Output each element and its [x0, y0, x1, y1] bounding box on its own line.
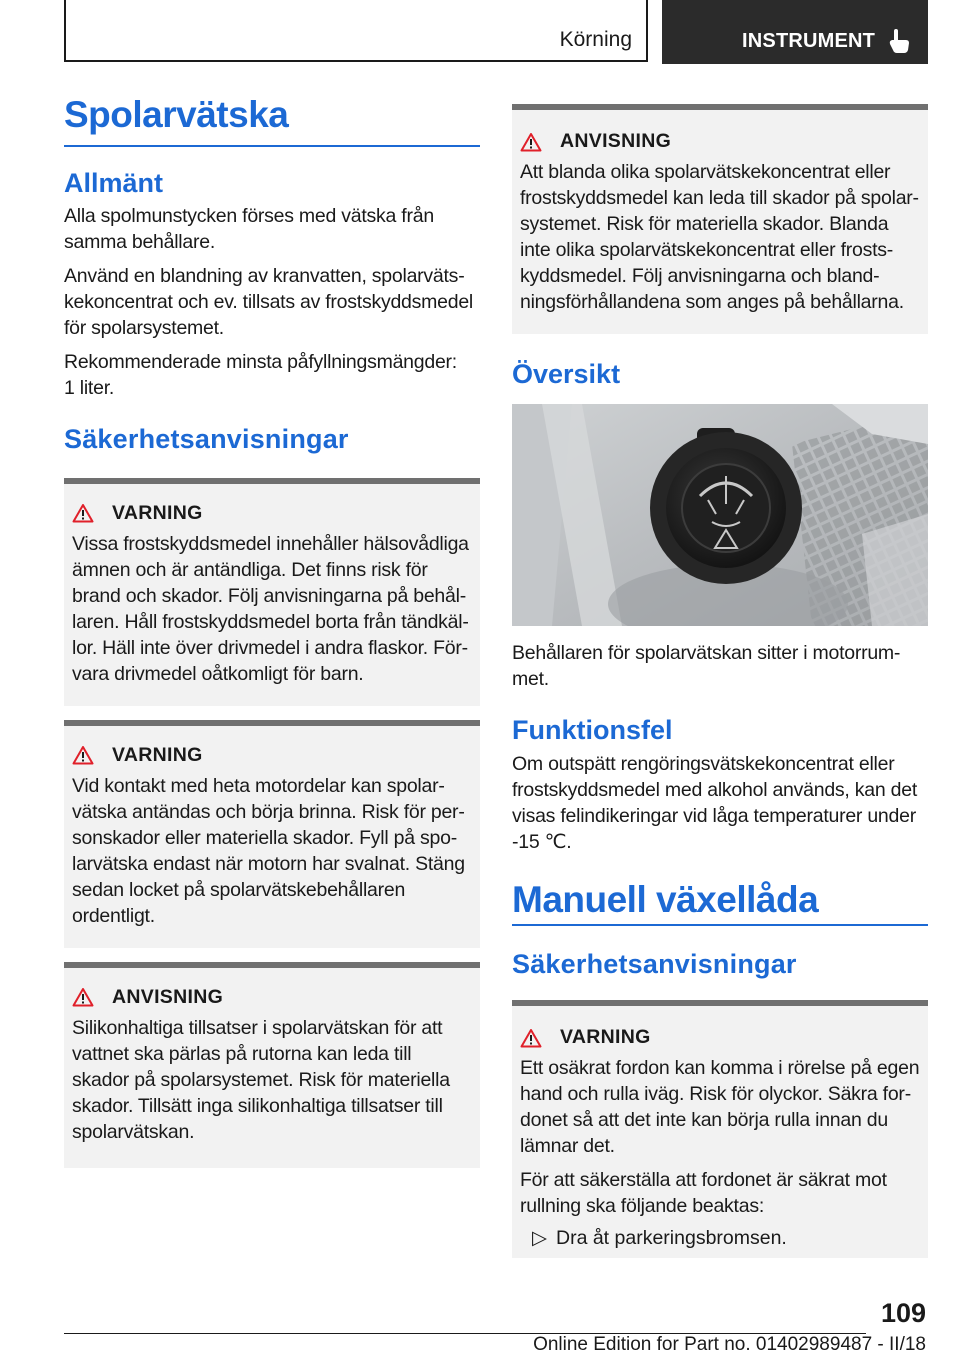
warning-box-2: [64, 720, 480, 948]
warning-box-1: [64, 478, 480, 706]
notice-label: ANVISNING: [112, 985, 224, 1008]
warning-triangle-icon: [520, 1028, 542, 1048]
heading-oversikt: Översikt: [512, 359, 621, 389]
pointing-hand-icon: [888, 28, 910, 54]
notice-box-2-header: [520, 130, 920, 153]
warning-box-3: [512, 1000, 928, 1258]
list-item: [520, 1225, 920, 1251]
warning-box-1-text: Vissa frostskyddsmedel innehåller hälsovådliga ämnen och är antändliga. Det finns risk för brand och skador. Följ anvisningarna på behållaren. Håll frostskyddsmedel borta från tändkällor. Häll inte över drivmedel i andra flaskor. Förvara drivmedel oåtkomligt för barn.: [72, 532, 469, 685]
left-column: [64, 96, 480, 1168]
tab-instrument[interactable]: [662, 0, 928, 64]
warning-triangle-icon: [72, 745, 94, 765]
washer-reservoir-illustration: [512, 404, 928, 626]
notice-triangle-icon: [72, 987, 94, 1007]
warning-label: VARNING: [560, 1026, 651, 1049]
warning-label: VARNING: [112, 501, 203, 524]
warning-box-2-header: [72, 744, 470, 767]
bullet-triangle-icon: ▷: [532, 1227, 547, 1250]
right-column: [512, 96, 928, 1258]
notice-label: ANVISNING: [560, 130, 672, 152]
heading-sakerhetsanvisningar: Säkerhetsanvisningar: [64, 424, 349, 455]
allmant-paragraph-1: Alla spolmunstycken förses med vätska från samma behållare.: [64, 205, 434, 254]
warning-box-3-text: Ett osäkrat fordon kan komma i rörelse på egen hand och rulla iväg. Risk för olyckor. Säkra fordonet så att det inte kan börja rulla innan du lämnar det.: [520, 1057, 920, 1158]
warning-label: VARNING: [112, 743, 203, 766]
page-number: 109: [880, 1298, 926, 1328]
warning-box-2-text: Vid kontakt med heta motordelar kan spolarvätska antändas och börja brinna. Risk för personskador eller materiella skador. Fyll på spolarvätska endast när motorn har svalnat. Stäng sedan locket på spolarvätskebehållaren ordentligt.: [72, 774, 465, 927]
allmant-paragraph-2: Använd en blandning av kranvatten, spolarvätskekoncentrat och ev. tillsats av frostskyddsmedel för spolarsystemet.: [64, 265, 473, 340]
tab-korning-label: Körning: [559, 28, 632, 51]
footer-edition: Online Edition for Part no. 01402989487 - II/18: [533, 1334, 926, 1355]
tab-korning[interactable]: [64, 0, 648, 62]
section-title-spolarvatska: Spolarvätska: [64, 94, 289, 135]
chapter-tabbar: [64, 0, 928, 64]
notice-box-2-text: Att blanda olika spolarvätskekoncentrat eller frostskyddsmedel kan leda till skador på spolarsystemet. Risk för materiella skador. Blanda inte olika spolarvätskekoncentrat eller frostskyddsmedel. Följ anvisningarna och blandningsförhållandena som anges på behållarna.: [520, 161, 920, 313]
warning-triangle-icon: [72, 503, 94, 523]
notice-box-1-text: Silikonhaltiga tillsatser i spolarvätskan för att vattnet ska pärlas på rutorna kan leda till skador på spolarsystemet. Risk för materiella skador. Tillsätt inga silikonhaltiga tillsatser till spolarvätskan.: [72, 1016, 450, 1143]
washer-reservoir-photo: [512, 404, 928, 626]
section-title-manuell-vaxellada: Manuell växellåda: [512, 878, 819, 920]
notice-box-1-header: [72, 986, 470, 1009]
manuell-title-wrapper: [512, 878, 928, 926]
heading-sakerhetsanvisningar-2: Säkerhetsanvisningar: [512, 948, 797, 979]
section-title-wrapper: [64, 96, 480, 147]
allmant-paragraph-3: Rekommenderade minsta påfyllningsmängder: 1 liter.: [64, 351, 457, 400]
tab-instrument-label: INSTRUMENT: [742, 30, 876, 52]
warning-box-3-header: [520, 1026, 920, 1049]
warning-box-3-text-2: För att säkerställa att fordonet är säkrat mot rullning ska följande beaktas:: [520, 1169, 887, 1218]
notice-box-1: [64, 962, 480, 1168]
oversikt-caption: Behållaren för spolarvätskan sitter i motorrummet.: [512, 642, 901, 691]
funktionsfel-text: Om outspätt rengöringsvätskekoncentrat eller frostskyddsmedel med alkohol används, kan det visas felindikeringar vid låga temperaturer under ‑15 ℃.: [512, 752, 917, 853]
notice-box-2: [512, 104, 928, 334]
warning-box-1-header: [72, 502, 470, 525]
heading-funktionsfel: Funktionsfel: [512, 715, 673, 746]
heading-allmant: Allmänt: [64, 167, 164, 198]
bullet-text: Dra åt parkeringsbromsen.: [556, 1227, 787, 1250]
notice-triangle-icon: [520, 132, 542, 152]
